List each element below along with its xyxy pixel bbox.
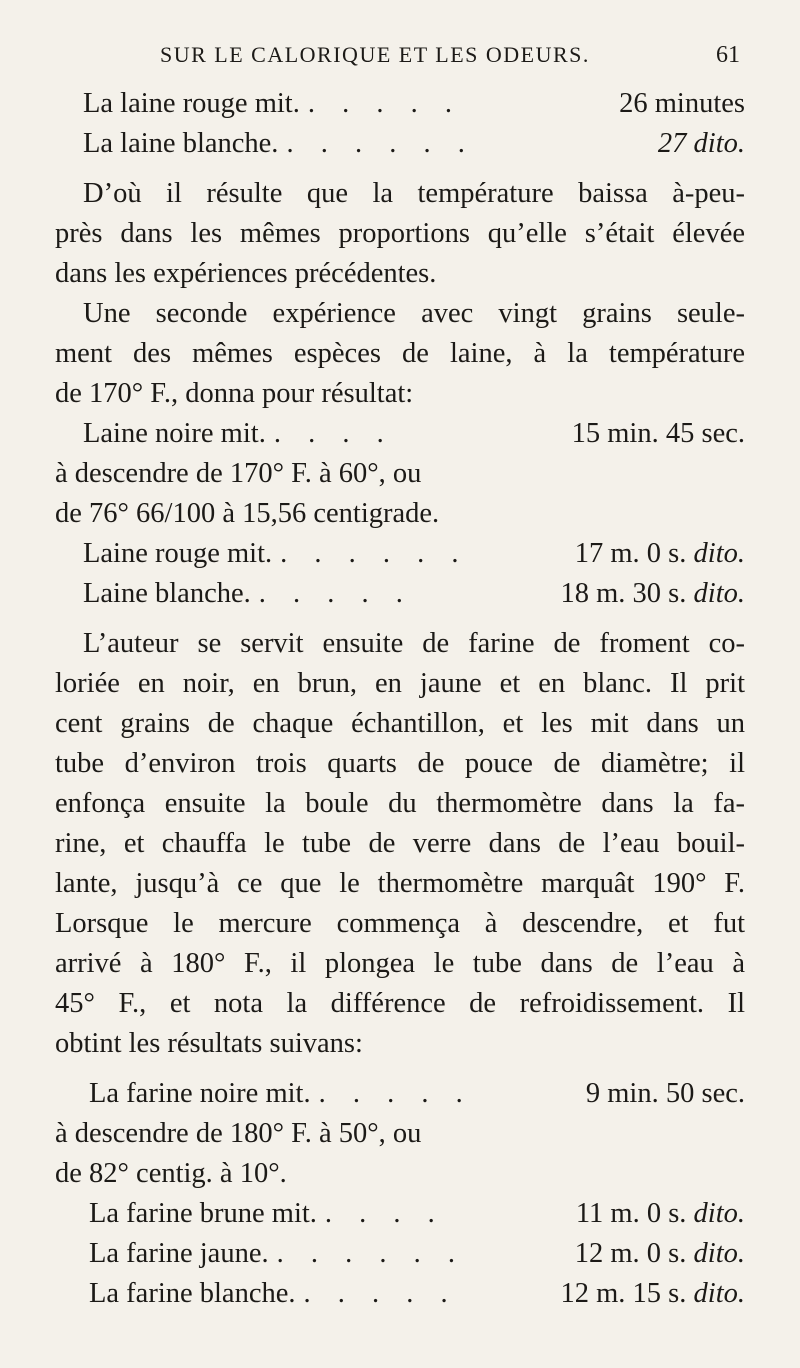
result-value: 26 minutes bbox=[619, 88, 745, 119]
result-label: La farine brune mit. bbox=[89, 1198, 317, 1229]
text-line: à descendre de 170° F. à 60°, ou bbox=[55, 458, 422, 489]
result-row bbox=[55, 124, 745, 164]
text-line: à descendre de 180° F. à 50°, ou bbox=[55, 1118, 422, 1149]
dito-marker: dito. bbox=[693, 1238, 745, 1269]
result-label: Laine noire mit. bbox=[83, 418, 266, 449]
text-line: tube d’environ trois quarts de pouce de diamètre; il bbox=[55, 748, 745, 779]
result-label: Laine rouge mit. bbox=[83, 538, 273, 569]
result-leader-dots: . . . . bbox=[324, 1198, 445, 1229]
page-number: 61 bbox=[716, 42, 740, 68]
result-value: 17 m. 0 s. dito. bbox=[574, 538, 745, 569]
result-row bbox=[55, 414, 745, 454]
dito-marker: dito. bbox=[693, 578, 745, 609]
text-line: D’où il résulte que la température baissa à-peu- bbox=[83, 178, 745, 209]
text-line: ment des mêmes espèces de laine, à la température bbox=[55, 338, 745, 369]
result-label: La farine jaune. bbox=[89, 1238, 269, 1269]
result-label: La farine blanche. bbox=[89, 1278, 296, 1309]
text-line: 45° F., et nota la différence de refroidissement. Il bbox=[55, 988, 745, 1019]
result-leader-dots: . . . . . bbox=[318, 1078, 473, 1109]
result-row bbox=[55, 574, 745, 614]
result-leader-dots: . . . . . . bbox=[286, 128, 475, 159]
result-value: 11 m. 0 s. dito. bbox=[575, 1198, 745, 1229]
text-line: de 76° 66/100 à 15,56 centigrade. bbox=[55, 498, 440, 529]
text-line: arrivé à 180° F., il plongea le tube dans de l’eau à bbox=[55, 948, 745, 979]
result-row bbox=[55, 1274, 745, 1314]
result-value: 9 min. 50 sec. bbox=[585, 1078, 745, 1109]
spacer bbox=[55, 164, 745, 174]
page-body bbox=[55, 84, 745, 1314]
text-line: Lorsque le mercure commença à descendre, et fut bbox=[55, 908, 745, 939]
result-label: La farine noire mit. bbox=[89, 1078, 311, 1109]
page-header bbox=[0, 38, 800, 78]
text-line: Une seconde expérience avec vingt grains seule- bbox=[83, 298, 745, 329]
result-row bbox=[55, 1074, 745, 1114]
paragraph bbox=[55, 624, 745, 1064]
result-value: 15 min. 45 sec. bbox=[571, 418, 745, 449]
text-line: obtint les résultats suivans: bbox=[55, 1028, 363, 1059]
result-label: La laine rouge mit. bbox=[83, 88, 300, 119]
result-label: La laine blanche. bbox=[83, 128, 279, 159]
result-label: Laine blanche. bbox=[83, 578, 251, 609]
text-line: cent grains de chaque échantillon, et les mit dans un bbox=[55, 708, 745, 739]
text-line: L’auteur se servit ensuite de farine de froment co- bbox=[83, 628, 745, 659]
result-row bbox=[55, 84, 745, 124]
text-line: dans les expériences précédentes. bbox=[55, 258, 437, 289]
result-value: 27 dito. bbox=[657, 128, 745, 159]
result-row bbox=[55, 534, 745, 574]
result-leader-dots: . . . . bbox=[273, 418, 394, 449]
running-head: SUR LE CALORIQUE ET LES ODEURS. bbox=[160, 42, 590, 67]
text-line: lante, jusqu’à ce que le thermomètre marquât 190° F. bbox=[55, 868, 745, 899]
dito-marker: dito. bbox=[693, 1198, 745, 1229]
spacer bbox=[55, 614, 745, 624]
result-value: 12 m. 15 s. dito. bbox=[560, 1278, 745, 1309]
result-value: 18 m. 30 s. dito. bbox=[560, 578, 745, 609]
result-row bbox=[55, 1194, 745, 1234]
result-value: 12 m. 0 s. dito. bbox=[574, 1238, 745, 1269]
text-line: rine, et chauffa le tube de verre dans de l’eau bouil- bbox=[55, 828, 745, 859]
spacer bbox=[55, 1064, 745, 1074]
text-line: loriée en noir, en brun, en jaune et en blanc. Il prit bbox=[55, 668, 745, 699]
text-line: près dans les mêmes proportions qu’elle s’était élevée bbox=[55, 218, 745, 249]
paragraph bbox=[55, 174, 745, 294]
result-leader-dots: . . . . . bbox=[303, 1278, 458, 1309]
result-leader-dots: . . . . . . bbox=[280, 538, 469, 569]
result-row bbox=[55, 1234, 745, 1274]
result-leader-dots: . . . . . bbox=[307, 88, 462, 119]
dito-marker: dito. bbox=[693, 1278, 745, 1309]
text-line: enfonça ensuite la boule du thermomètre dans la fa- bbox=[55, 788, 745, 819]
result-leader-dots: . . . . . bbox=[258, 578, 413, 609]
paragraph bbox=[55, 294, 745, 414]
dito-marker: dito. bbox=[693, 538, 745, 569]
result-leader-dots: . . . . . . bbox=[276, 1238, 465, 1269]
text-line: de 170° F., donna pour résultat: bbox=[55, 378, 414, 409]
text-line: de 82° centig. à 10°. bbox=[55, 1158, 287, 1189]
